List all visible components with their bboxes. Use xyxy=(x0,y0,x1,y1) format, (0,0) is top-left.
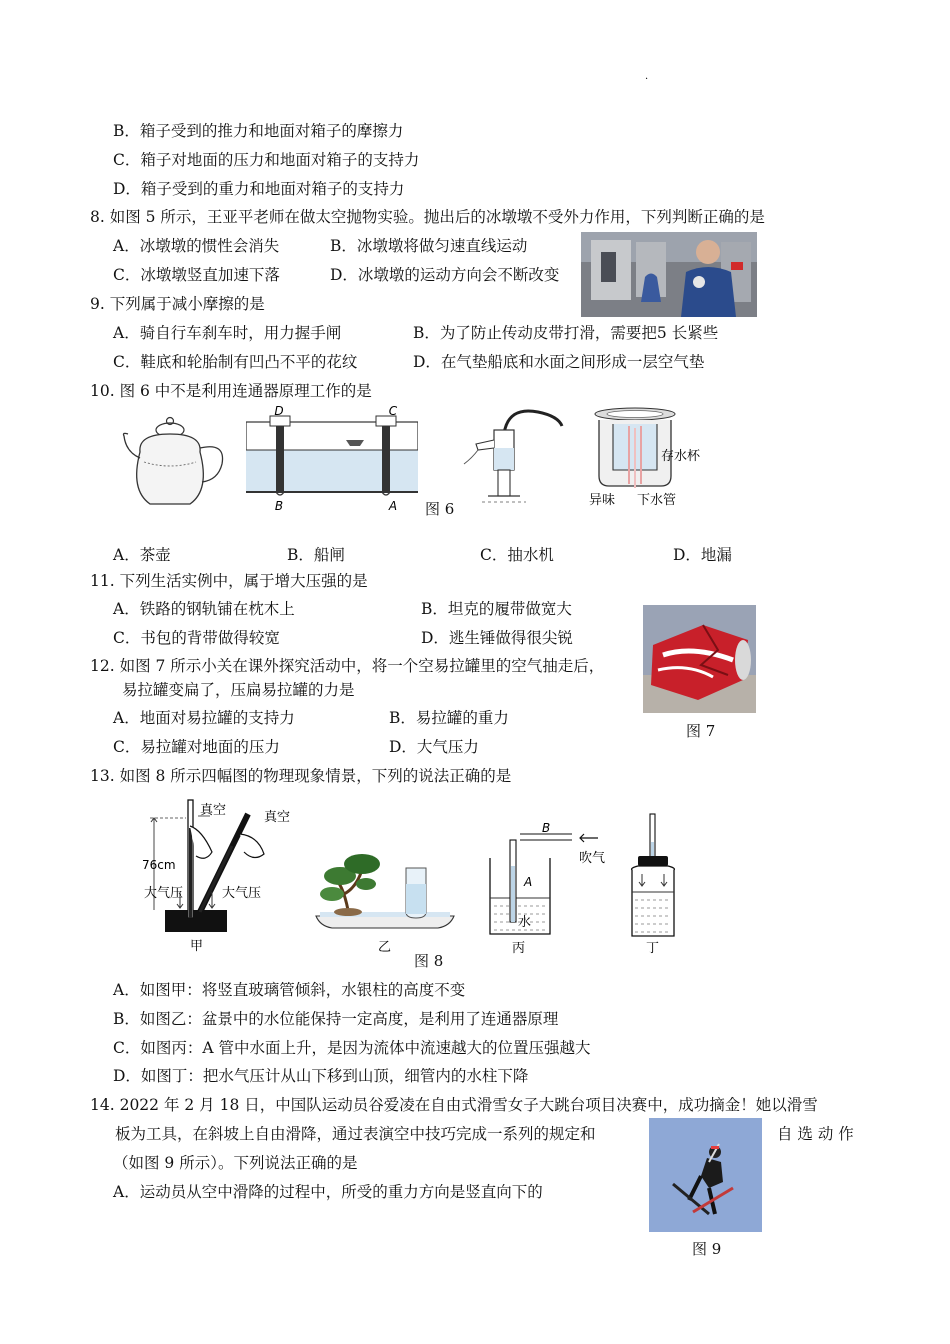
q12-option-b: B．易拉罐的重力 xyxy=(389,709,509,727)
ship-lock-label-d: D xyxy=(274,404,284,418)
drain-label-cup: 存水杯 xyxy=(661,449,701,464)
figure-8-yi-bonsai xyxy=(310,840,460,959)
bing-label-water: 水 xyxy=(518,915,532,930)
drain-label-pipe: 下水管 xyxy=(637,493,677,508)
q11-stem: 11. 下列生活实例中，属于增大压强的是 xyxy=(90,572,368,590)
q13-stem: 13. 如图 8 所示四幅图的物理现象情景，下列的说法正确的是 xyxy=(90,767,512,785)
q8-option-a: A．冰墩墩的惯性会消失 xyxy=(113,237,280,255)
figure-6-caption: 图 6 xyxy=(425,500,455,518)
q14-stem-line2-tail: 自 选 动 作 xyxy=(777,1125,854,1143)
jia-label-atm-1: 大气压 xyxy=(144,886,184,901)
figure-9-skier-photo xyxy=(649,1118,762,1232)
q9-stem: 9. 下列属于减小摩擦的是 xyxy=(90,295,265,313)
q9-option-c: C．鞋底和轮胎制有凹凸不平的花纹 xyxy=(113,353,358,371)
ding-label: 丁 xyxy=(646,941,660,956)
q13-option-b: B．如图乙：盆景中的水位能保持一定高度，是利用了连通器原理 xyxy=(113,1010,559,1028)
jia-label-76cm: 76cm xyxy=(142,858,176,872)
q8-option-c: C．冰墩墩竖直加速下落 xyxy=(113,266,280,284)
q10-stem: 10. 图 6 中不是利用连通器原理工作的是 xyxy=(90,382,372,400)
top-mark: · xyxy=(645,74,649,85)
ship-lock-label-b: B xyxy=(274,499,284,513)
jia-label-vacuum-1: 真空 xyxy=(200,803,227,818)
q13-option-c: C．如图丙：A 管中水面上升，是因为流体中流速越大的位置压强越大 xyxy=(113,1039,591,1057)
bing-label: 丙 xyxy=(512,941,526,956)
q9-option-d: D．在气垫船底和水面之间形成一层空气垫 xyxy=(413,353,705,371)
figure-8-jia-torricelli xyxy=(140,792,300,961)
q14-stem-line3: （如图 9 所示）。下列说法正确的是 xyxy=(113,1154,358,1172)
q10-option-d: D．地漏 xyxy=(673,546,732,564)
q12-option-a: A．地面对易拉罐的支持力 xyxy=(113,709,295,727)
q13-option-a: A．如图甲：将竖直玻璃管倾斜，水银柱的高度不变 xyxy=(113,981,466,999)
q7-option-c: C．箱子对地面的压力和地面对箱子的支持力 xyxy=(113,151,420,169)
q12-stem: 12. 如图 7 所示小关在课外探究活动中，将一个空易拉罐里的空气抽走后， xyxy=(90,657,605,675)
figure-7-caption: 图 7 xyxy=(686,722,716,740)
bing-label-a: A xyxy=(524,875,533,889)
figure-6-water-pump xyxy=(458,404,566,512)
figure-6-floor-drain xyxy=(585,404,715,514)
q11-option-c: C．书包的背带做得较宽 xyxy=(113,629,280,647)
figure-8-ding-barometer xyxy=(622,812,684,962)
q14-option-a: A．运动员从空中滑降的过程中，所受的重力方向是竖直向下的 xyxy=(113,1183,543,1201)
ship-lock-label-a: A xyxy=(388,499,398,513)
figure-6-ship-lock xyxy=(246,402,418,518)
q8-option-b: B．冰墩墩将做匀速直线运动 xyxy=(330,237,528,255)
q12-option-d: D．大气压力 xyxy=(389,738,479,756)
q14-stem: 14. 2022 年 2 月 18 日，中国队运动员谷爱凌在自由式滑雪女子大跳台项目决赛中，成功摘金！她以滑雪 xyxy=(90,1096,818,1114)
q9-option-a: A．骑自行车刹车时，用力握手闸 xyxy=(113,324,342,342)
q8-option-d: D．冰墩墩的运动方向会不断改变 xyxy=(330,266,560,284)
figure-7-crushed-can-photo xyxy=(643,605,756,713)
q7-option-b: B．箱子受到的推力和地面对箱子的摩擦力 xyxy=(113,122,404,140)
figure-6-teapot xyxy=(118,412,230,516)
figure-8-caption: 图 8 xyxy=(414,952,444,970)
figure-9-caption: 图 9 xyxy=(692,1240,722,1258)
q12-option-c: C．易拉罐对地面的压力 xyxy=(113,738,280,756)
figure-8-bing-blowing xyxy=(476,818,616,962)
q13-option-d: D．如图丁：把水气压计从山下移到山顶，细管内的水柱下降 xyxy=(113,1067,529,1085)
q9-option-b-text: B．为了防止传动皮带打滑，需要把 xyxy=(413,324,657,342)
q11-option-a: A．铁路的钢轨铺在枕木上 xyxy=(113,600,295,618)
figure-5-space-station-photo xyxy=(581,232,757,317)
q10-option-a: A．茶壶 xyxy=(113,546,171,564)
q9-option-b xyxy=(413,323,718,343)
jia-label: 甲 xyxy=(190,939,204,954)
q8-stem: 8. 如图 5 所示，王亚平老师在做太空抛物实验。抛出后的冰墩墩不受外力作用，下列判断正确的是 xyxy=(90,208,765,226)
q10-option-b: B．船闸 xyxy=(287,546,345,564)
q12-stem-cont: 易拉罐变扁了，压扁易拉罐的力是 xyxy=(122,681,355,699)
bing-label-b: B xyxy=(542,821,551,835)
q11-option-b: B．坦克的履带做宽大 xyxy=(421,600,572,618)
q11-option-d: D．逃生锤做得很尖锐 xyxy=(421,629,573,647)
q10-option-c: C．抽水机 xyxy=(480,546,554,564)
drain-label-smell: 异味 xyxy=(589,493,616,508)
bing-label-blow: 吹气 xyxy=(579,851,606,866)
q7-option-d: D．箱子受到的重力和地面对箱子的支持力 xyxy=(113,180,405,198)
jia-label-atm-2: 大气压 xyxy=(222,886,262,901)
jia-label-vacuum-2: 真空 xyxy=(264,810,291,825)
ship-lock-label-c: C xyxy=(388,404,398,418)
q14-stem-line2: 板为工具，在斜坡上自由滑降，通过表演空中技巧完成一系列的规定和 xyxy=(115,1125,596,1143)
q9-option-b-text-tail: 5 长紧些 xyxy=(656,324,719,342)
yi-label: 乙 xyxy=(378,940,392,955)
